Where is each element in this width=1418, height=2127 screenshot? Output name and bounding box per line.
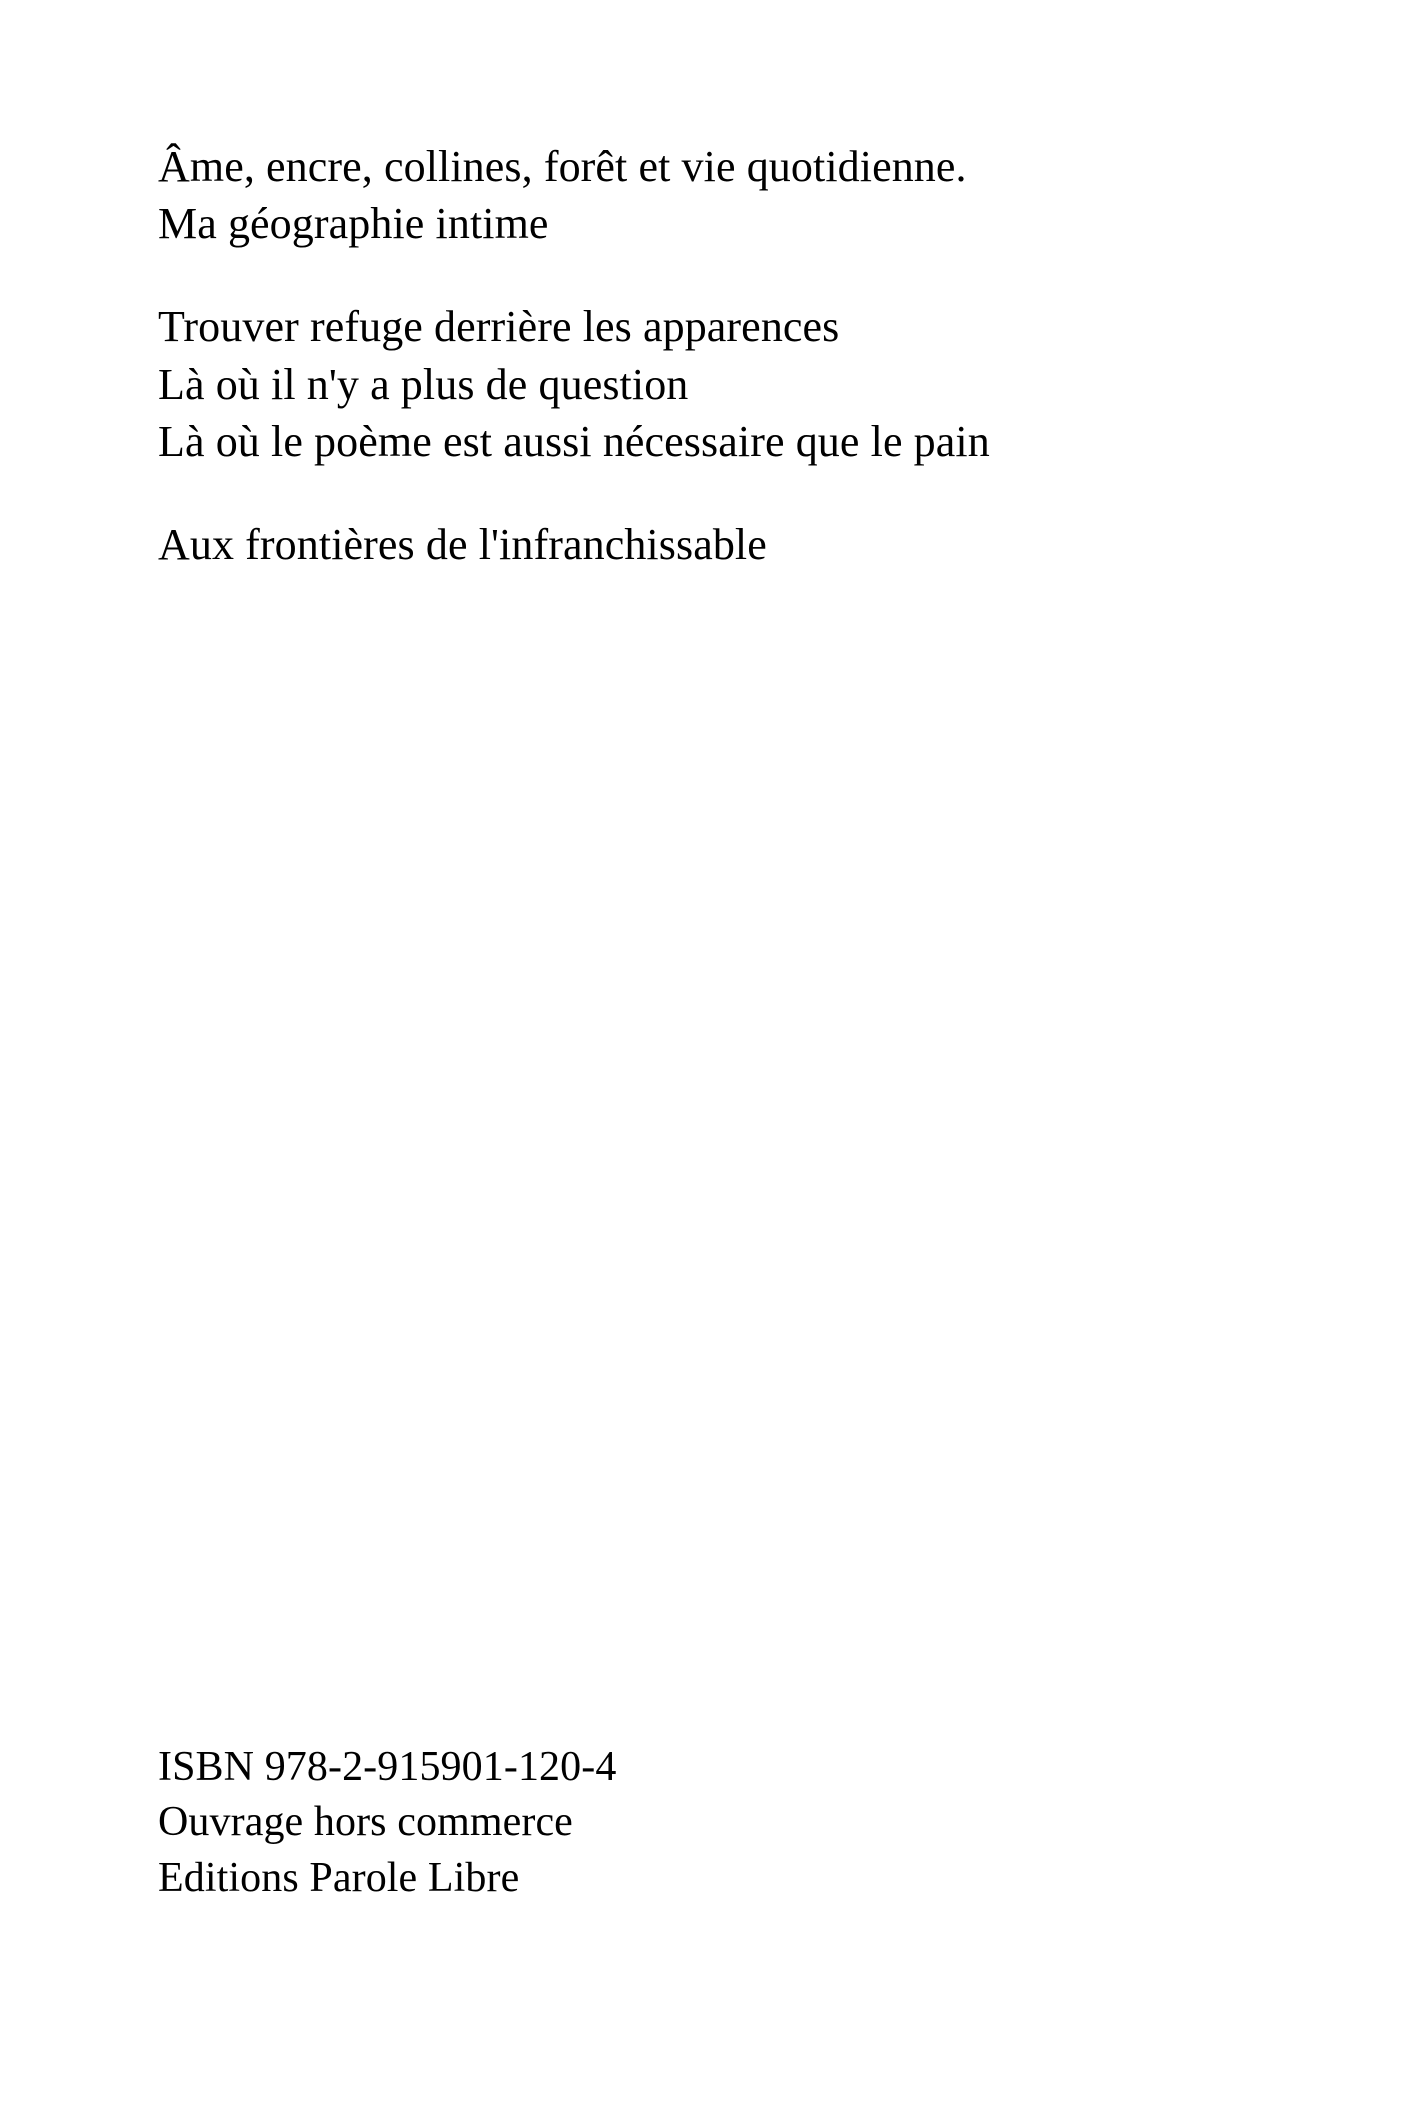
- poem-block: [158, 298, 1278, 470]
- closing-line-1: Aux frontières de l'infranchissable: [158, 519, 767, 569]
- publisher-line: Editions Parole Libre: [158, 1854, 520, 1901]
- colophon-block: [158, 1740, 1278, 1906]
- title-line-1: Âme, encre, collines, forêt et vie quotidienne.: [158, 142, 967, 191]
- document-body: [158, 138, 1278, 619]
- poem-line-3: Là où le poème est aussi nécessaire que le pain: [158, 416, 990, 466]
- isbn-line: ISBN 978-2-915901-120-4: [158, 1744, 617, 1790]
- title-block: [158, 138, 1278, 252]
- poem-line-1: Trouver refuge derrière les apparences: [158, 302, 840, 352]
- closing-block: [158, 516, 1278, 573]
- distribution-note-line: Ouvrage hors commerce: [158, 1799, 573, 1846]
- poem-line-2: Là où il n'y a plus de question: [158, 359, 689, 409]
- title-line-2: Ma géographie intime: [158, 199, 549, 249]
